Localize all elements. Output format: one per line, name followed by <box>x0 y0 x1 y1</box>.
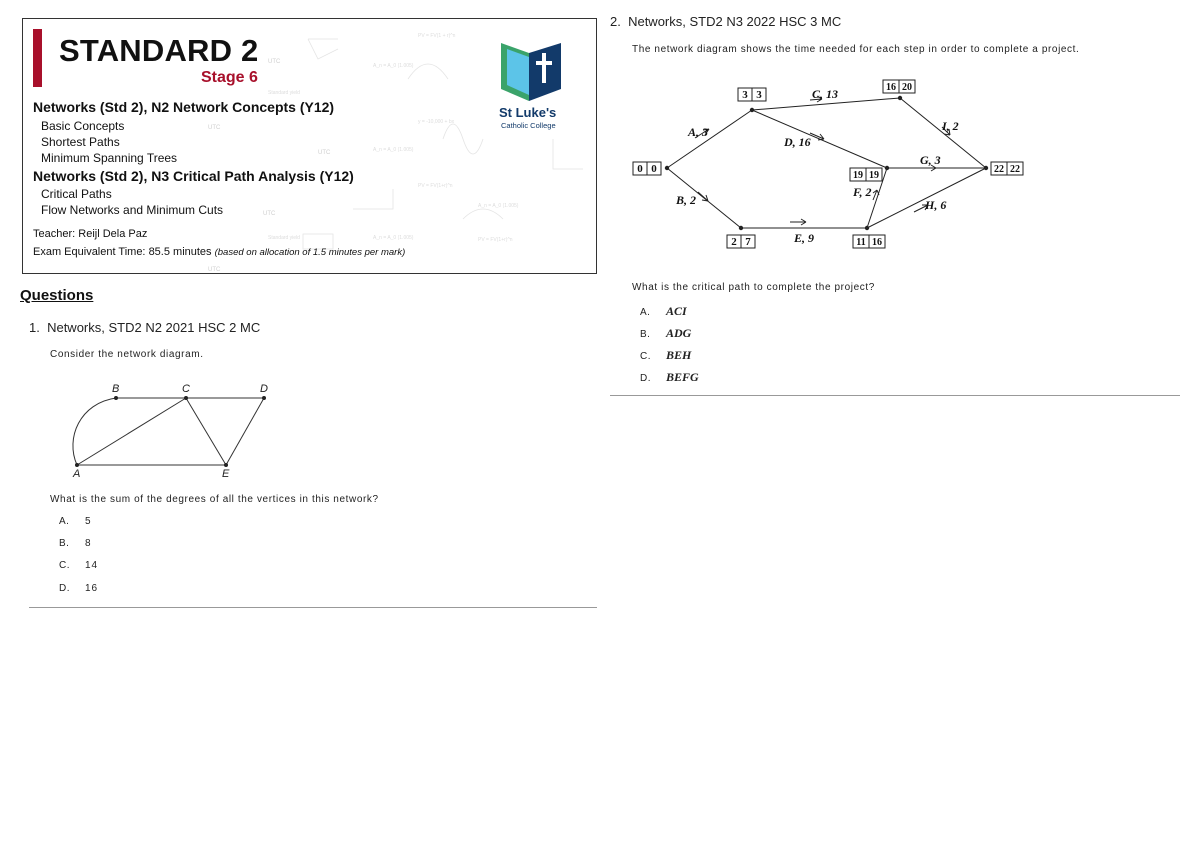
activity-label-h: H, 6 <box>925 198 947 212</box>
exam-time-line <box>33 246 405 258</box>
node-3 <box>750 108 754 112</box>
node-est: 3 <box>742 89 748 101</box>
svg-text:A_n = A_0 (1.005): A_n = A_0 (1.005) <box>478 203 519 209</box>
subtopic: Flow Networks and Minimum Cuts <box>41 203 224 217</box>
question-1-title <box>29 320 260 335</box>
node-lst: 7 <box>745 236 751 248</box>
option-c[interactable] <box>640 348 691 363</box>
edge-c-e <box>186 398 226 465</box>
edge-d <box>752 110 887 168</box>
activity-label-b: B, 2 <box>676 193 697 207</box>
svg-text:PV = FV(1+r)^n: PV = FV(1+r)^n <box>478 237 513 243</box>
vertex-label-c: C <box>182 383 190 395</box>
vertex-label-a: A <box>73 468 81 480</box>
node-22 <box>984 166 988 170</box>
option-b[interactable] <box>59 538 92 549</box>
node-est: 19 <box>853 170 863 181</box>
topic-heading: Networks (Std 2), N2 Network Concepts (Y12) <box>33 99 335 115</box>
node-est: 22 <box>994 164 1004 175</box>
option-value: ACI <box>666 304 687 318</box>
question-divider <box>610 395 1180 396</box>
node-11 <box>865 226 869 230</box>
option-value: 8 <box>85 538 92 549</box>
question-title-text: Networks, STD2 N2 2021 HSC 2 MC <box>47 320 261 335</box>
option-label: C. <box>59 560 70 571</box>
stage-label: Stage 6 <box>201 69 258 86</box>
option-d[interactable] <box>640 370 699 385</box>
topic-heading: Networks (Std 2), N3 Critical Path Analysis (Y12) <box>33 168 354 184</box>
question-2-prompt: The network diagram shows the time needed for each step in order to complete a project. <box>632 44 1080 55</box>
question-2-text: What is the critical path to complete the project? <box>632 282 875 293</box>
node-est: 0 <box>637 163 643 175</box>
exam-time-label: Exam Equivalent Time: <box>33 246 146 258</box>
node-lst: 3 <box>756 89 762 101</box>
option-a[interactable] <box>59 516 92 527</box>
activity-label-d: D, 16 <box>784 135 811 149</box>
question-divider <box>29 607 597 608</box>
teacher-label: Teacher: <box>33 228 76 240</box>
option-d[interactable] <box>59 583 98 594</box>
question-2-title <box>610 14 841 29</box>
activity-label-f: F, 2 <box>853 185 872 199</box>
activity-label-e: E, 9 <box>794 231 815 245</box>
vertex-b <box>114 396 118 400</box>
subtopic: Critical Paths <box>41 187 112 201</box>
vertex-label-e: E <box>222 468 230 480</box>
node-16 <box>898 96 902 100</box>
option-a[interactable] <box>640 304 687 319</box>
q2-critical-path-diagram <box>620 72 1030 257</box>
activity-label-c: C, 13 <box>812 87 839 101</box>
node-19 <box>885 166 889 170</box>
question-title-text: Networks, STD2 N3 2022 HSC 3 MC <box>628 14 842 29</box>
option-value: BEFG <box>666 370 699 384</box>
option-label: A. <box>59 516 70 527</box>
node-lst: 0 <box>651 163 657 175</box>
option-label: A. <box>640 307 651 318</box>
svg-text:y = -10,000 + bx: y = -10,000 + bx <box>418 119 455 125</box>
subtopic: Shortest Paths <box>41 135 120 149</box>
arrow-d <box>810 133 824 140</box>
svg-text:Standard yield: Standard yield <box>268 235 300 241</box>
option-label: D. <box>59 583 70 594</box>
activity-label-i: I, 2 <box>942 119 959 133</box>
arrow-b <box>698 192 708 201</box>
teacher-name: Reijl Dela Paz <box>78 228 148 240</box>
svg-text:UTC: UTC <box>318 150 331 156</box>
svg-text:Standard yield: Standard yield <box>268 90 300 96</box>
svg-text:PV = FV(1+r)^n: PV = FV(1+r)^n <box>418 183 453 189</box>
node-lst: 19 <box>869 170 879 181</box>
questions-heading: Questions <box>20 287 94 304</box>
page-title: STANDARD 2 <box>59 33 259 68</box>
option-value: 5 <box>85 516 92 527</box>
header-box <box>22 18 597 274</box>
node-lst: 22 <box>1010 164 1020 175</box>
node-est: 16 <box>886 82 896 93</box>
option-b[interactable] <box>640 326 691 341</box>
option-value: BEH <box>666 348 692 362</box>
activity-label-a: A, 3 <box>688 125 709 139</box>
vertex-c <box>184 396 188 400</box>
option-c[interactable] <box>59 560 98 571</box>
node-est: 2 <box>731 236 737 248</box>
svg-text:A_n = A_0 (1.005): A_n = A_0 (1.005) <box>373 147 414 153</box>
college-logo-icon <box>499 39 563 103</box>
q1-network-diagram <box>60 378 280 483</box>
option-value: 14 <box>85 560 99 571</box>
node-est: 11 <box>856 237 866 248</box>
teacher-line <box>33 228 147 240</box>
svg-text:PV = FV(1 + r)^n: PV = FV(1 + r)^n <box>418 33 456 39</box>
accent-bar <box>33 29 42 87</box>
college-name: St Luke's <box>499 105 557 120</box>
option-label: B. <box>640 329 651 340</box>
svg-text:UTC: UTC <box>208 125 221 131</box>
college-subtitle: Catholic College <box>501 121 556 130</box>
edge-a <box>667 110 752 168</box>
vertex-label-b: B <box>112 383 120 395</box>
option-value: ADG <box>666 326 692 340</box>
option-value: 16 <box>85 583 99 594</box>
question-1-text: What is the sum of the degrees of all the vertices in this network? <box>50 494 379 505</box>
svg-text:UTC: UTC <box>263 211 276 217</box>
subtopic: Basic Concepts <box>41 119 125 133</box>
node-lst: 20 <box>902 82 912 93</box>
activity-label-g: G, 3 <box>920 153 941 167</box>
node-lst: 16 <box>872 237 882 248</box>
exam-time-value: 85.5 minutes <box>148 246 212 258</box>
option-label: C. <box>640 351 651 362</box>
edge-a-b <box>73 398 116 465</box>
subtopic: Minimum Spanning Trees <box>41 151 178 165</box>
edge-d-e <box>226 398 264 465</box>
vertex-a <box>75 463 79 467</box>
vertex-e <box>224 463 228 467</box>
svg-text:UTC: UTC <box>208 267 221 273</box>
svg-text:UTC: UTC <box>268 59 281 65</box>
node-2 <box>739 226 743 230</box>
vertex-label-d: D <box>260 383 268 395</box>
svg-text:A_n = A_0 (1.005): A_n = A_0 (1.005) <box>373 235 414 241</box>
question-number: 1. <box>29 320 40 335</box>
arrow-e <box>790 219 806 225</box>
question-number: 2. <box>610 14 621 29</box>
svg-text:A_n = A_0 (1.005): A_n = A_0 (1.005) <box>373 63 414 69</box>
exam-time-note: (based on allocation of 1.5 minutes per mark) <box>214 247 406 258</box>
vertex-d <box>262 396 266 400</box>
node-0 <box>665 166 669 170</box>
edge-i <box>900 98 986 168</box>
option-label: D. <box>640 373 651 384</box>
question-1-prompt: Consider the network diagram. <box>50 349 204 360</box>
edge-a-c <box>77 398 186 465</box>
option-label: B. <box>59 538 70 549</box>
